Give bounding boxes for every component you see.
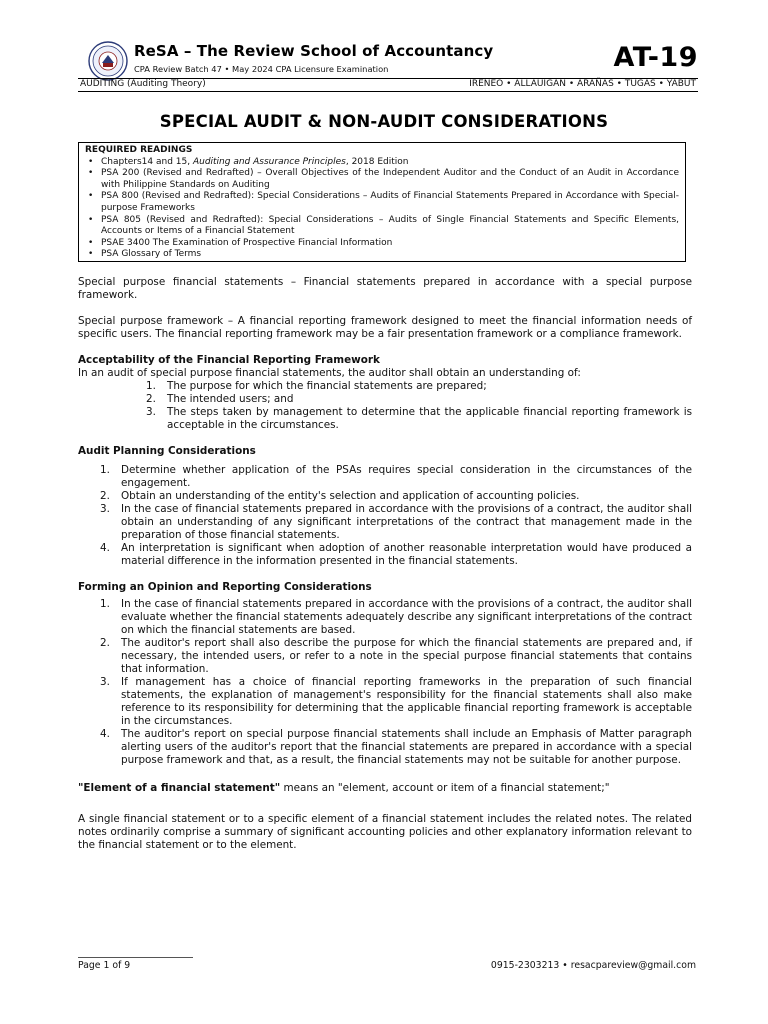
header-bottom-rule <box>78 91 698 92</box>
reading-item: • PSAE 3400 The Examination of Prospective Financial Information <box>85 238 679 250</box>
list-item: 2. The intended users; and <box>146 393 294 405</box>
readings-heading: REQUIRED READINGS <box>85 145 193 155</box>
list-item-text: Obtain an understanding of the entity's selection and application of accounting policies. <box>121 490 580 502</box>
resa-seal-logo <box>88 41 128 81</box>
reading-book-title: Auditing and Assurance Principles <box>192 156 346 167</box>
definition-special-purpose-framework: Special purpose framework – A financial reporting framework designed to meet the financial information needs of specific users. The financial reporting framework may be a fair presentation framework or a compliance framework. <box>78 315 692 340</box>
reading-item: • PSA 805 (Revised and Redrafted): Special Considerations – Audits of Single Financial Statements and Specific Elements, Accounts or Items of a Financial Statement <box>85 215 679 238</box>
related-notes-paragraph: A single financial statement or to a specific element of a financial statement includes the related notes. The related notes ordinarily comprise a summary of significant accounting policies and other explanatory information relevant to the financial statement or to the element. <box>78 813 692 851</box>
reporting-list <box>78 598 692 767</box>
list-item: 2. Obtain an understanding of the entity's selection and application of accounting policies. <box>100 490 580 502</box>
list-item: 3. In the case of financial statements prepared in accordance with the provisions of a contract, the auditor shall obtain an understanding of any significant interpretations of the contract that management made in the preparation of those financial statements. <box>100 503 692 541</box>
list-item-text: The auditor's report shall also describe the purpose for which the financial statements are prepared and, if necessary, the intended users, or refer to a note in the special purpose financial statements that contains that information. <box>121 637 692 675</box>
main-content <box>78 276 692 865</box>
acceptability-list <box>78 380 692 432</box>
list-item-text: Determine whether application of the PSAs requires special consideration in the circumstances of the engagement. <box>121 464 692 489</box>
required-readings-box <box>78 142 686 262</box>
school-title: ReSA – The Review School of Accountancy <box>134 42 494 60</box>
list-item: 4. An interpretation is significant when adoption of another reasonable interpretation would have produced a material difference in the information presented in the financial statements. <box>100 542 692 567</box>
subject-label: AUDITING (Auditing Theory) <box>80 79 206 89</box>
batch-subtitle: CPA Review Batch 47 • May 2024 CPA Licensure Examination <box>134 64 389 74</box>
list-item: 1. The purpose for which the financial statements are prepared; <box>146 380 487 392</box>
list-item: 3. The steps taken by management to determine that the applicable financial reporting framework is acceptable in the circumstances. <box>146 406 692 431</box>
handout-code: AT-19 <box>613 42 698 73</box>
section-heading-planning: Audit Planning Considerations <box>78 445 256 457</box>
defined-term: "Element of a financial statement" <box>78 782 281 794</box>
list-item-text: If management has a choice of financial reporting frameworks in the preparation of such financial statements, the explanation of management's responsibility for the financial statements shall also make reference to its responsibility for determining that the applicable financial reporting framework is acceptable in the circumstances. <box>121 676 692 727</box>
list-item: 1. In the case of financial statements prepared in accordance with the provisions of a contract, the auditor shall evaluate whether the financial statements adequately describe any significant interpretations of the contract on which the financial statements are based. <box>100 598 692 636</box>
list-item: 1. Determine whether application of the PSAs requires special consideration in the circumstances of the engagement. <box>100 464 692 489</box>
planning-list <box>78 464 692 568</box>
footer-rule <box>78 957 193 958</box>
term-definition: means an "element, account or item of a financial statement;" <box>280 782 610 794</box>
list-item: 3. If management has a choice of financial reporting frameworks in the preparation of such financial statements, the explanation of management's responsibility for the financial statements shall also make reference to its responsibility for determining that the applicable financial reporting framework is acceptable in the circumstances. <box>100 676 692 727</box>
list-item: 4. The auditor's report on special purpose financial statements shall include an Emphasis of Matter paragraph alerting users of the auditor's report that the financial statements are prepared in accordance with a special purpose framework and that, as a result, the financial statements may not be suitable for another purpose. <box>100 728 692 766</box>
footer-contact: 0915-2303213 • resacpareview@gmail.com <box>490 960 696 971</box>
list-item-text: The auditor's report on special purpose financial statements shall include an Emphasis of Matter paragraph alerting users of the auditor's report that the financial statements are prepared in accordance with a special purpose framework and that, as a result, the financial statements may not be suitable for another purpose. <box>121 728 692 766</box>
reading-item: • PSA 800 (Revised and Redrafted): Special Considerations – Audits of Financial Statements Prepared in Accordance with Special-purpose Frameworks <box>85 191 679 214</box>
definition-special-purpose-fs: Special purpose financial statements – Financial statements prepared in accordance with a special purpose framework. <box>78 276 692 301</box>
list-item-text: In the case of financial statements prepared in accordance with the provisions of a contract, the auditor shall obtain an understanding of any significant interpretations of the contract that management made in the preparation of those financial statements. <box>121 503 692 541</box>
list-item: 2. The auditor's report shall also describe the purpose for which the financial statements are prepared and, if necessary, the intended users, or refer to a note in the special purpose financial statements that contains that information. <box>100 637 692 675</box>
list-item-text: An interpretation is significant when adoption of another reasonable interpretation would have produced a material difference in the information presented in the financial statements. <box>121 542 692 567</box>
definition-element <box>78 782 692 795</box>
reading-item: • PSA Glossary of Terms <box>85 249 679 261</box>
reading-item <box>85 157 679 169</box>
list-item-text: The purpose for which the financial statements are prepared; <box>167 380 487 392</box>
list-item-text: The steps taken by management to determine that the applicable financial reporting framework is acceptable in the circumstances. <box>167 406 692 431</box>
reading-text: Chapters14 and 15, <box>101 156 193 167</box>
page-title: SPECIAL AUDIT & NON-AUDIT CONSIDERATIONS <box>159 112 609 131</box>
section-heading-reporting: Forming an Opinion and Reporting Considerations <box>78 581 372 593</box>
page-number: Page 1 of 9 <box>78 960 131 971</box>
readings-list <box>85 157 679 261</box>
section-intro: In an audit of special purpose financial statements, the auditor shall obtain an understanding of: <box>78 367 581 379</box>
reading-text: , 2018 Edition <box>345 156 409 167</box>
reading-item: • PSA 200 (Revised and Redrafted) – Overall Objectives of the Independent Auditor and the Conduct of an Audit in Accordance with Philippine Standards on Auditing <box>85 168 679 191</box>
section-heading-acceptability: Acceptability of the Financial Reporting Framework <box>78 354 380 366</box>
list-item-text: In the case of financial statements prepared in accordance with the provisions of a contract, the auditor shall evaluate whether the financial statements adequately describe any significant interpretations of the contract on which the financial statements are based. <box>121 598 692 636</box>
authors-label: IRENEO • ALLAUIGAN • ARAÑAS • TUGAS • YABUT <box>469 79 696 89</box>
list-item-text: The intended users; and <box>167 393 294 405</box>
